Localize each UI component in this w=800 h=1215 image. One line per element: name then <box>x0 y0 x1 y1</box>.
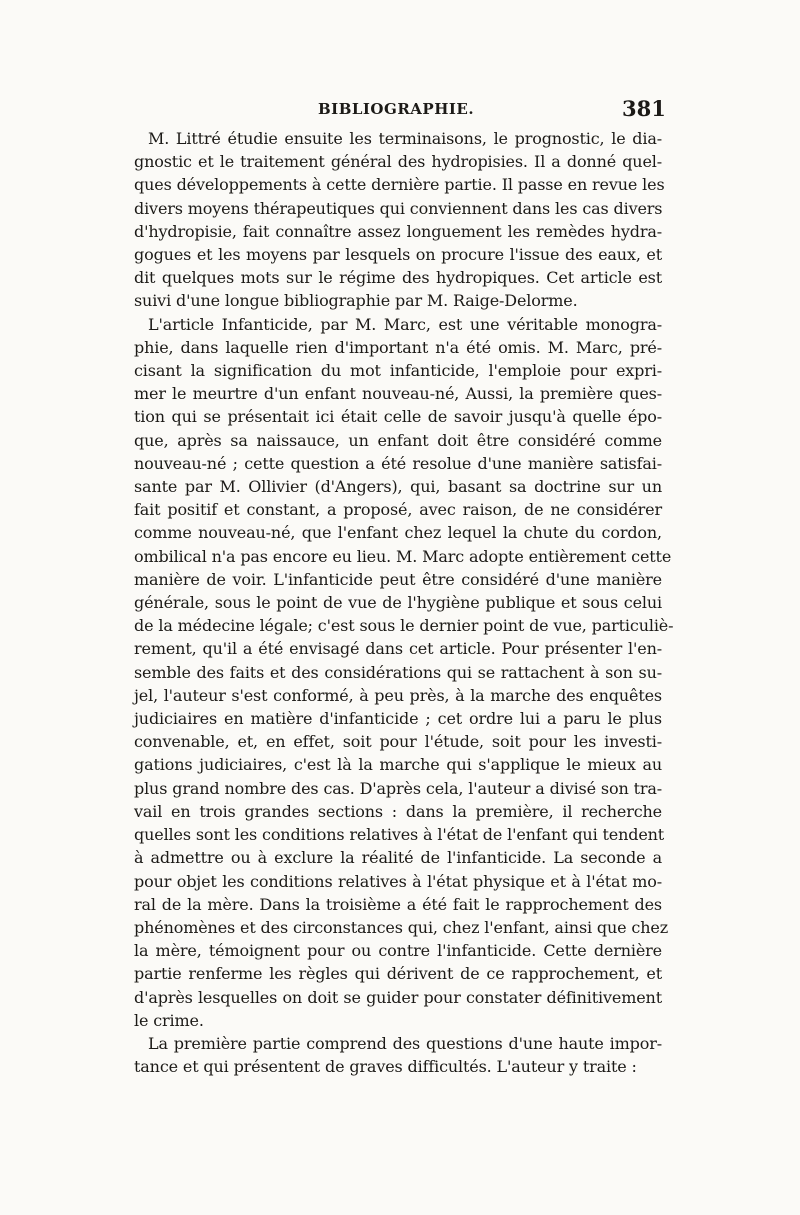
text-line: pour objet les conditions relatives à l'état physique et à l'état mo- <box>134 871 662 891</box>
text-line: nouveau-né ; cette question a été resolue d'une manière satisfai- <box>134 453 662 473</box>
text-line: à admettre ou à exclure la réalité de l'infanticide. La seconde a <box>134 848 662 868</box>
text-line: rement, qu'il a été envisagé dans cet article. Pour présenter l'en- <box>134 639 662 659</box>
text-line: cisant la signification du mot infanticide, l'emploie pour expri- <box>134 361 662 381</box>
text-line: vail en trois grandes sections : dans la première, il recherche <box>134 801 662 821</box>
text-line: semble des faits et des considérations qui se rattachent à son su- <box>134 662 662 682</box>
page-number: 381 <box>622 96 666 121</box>
text-line: d'hydropisie, fait connaître assez longuement les remèdes hydra- <box>134 221 662 241</box>
text-line: d'après lesquelles on doit se guider pour constater définitivement <box>134 987 662 1007</box>
text-line: partie renferme les règles qui dérivent de ce rapprochement, et <box>134 964 662 984</box>
text-line: divers moyens thérapeutiques qui conviennent dans les cas divers <box>134 198 663 218</box>
text-line: sante par M. Ollivier (d'Angers), qui, basant sa doctrine sur un <box>134 477 662 497</box>
text-line: générale, sous le point de vue de l'hygiène publique et sous celui <box>134 593 662 613</box>
text-line: comme nouveau-né, que l'enfant chez lequel la chute du cordon, <box>134 523 662 543</box>
text-line: ombilical n'a pas encore eu lieu. M. Marc adopte entièrement cette <box>134 546 672 566</box>
text-line: la mère, témoignent pour ou contre l'infanticide. Cette dernière <box>134 941 662 961</box>
text-line: fait positif et constant, a proposé, avec raison, de ne considérer <box>134 500 662 520</box>
text-line: convenable, et, en effet, soit pour l'étude, soit pour les investi- <box>134 732 662 752</box>
text-line: le crime. <box>134 1010 204 1030</box>
text-line: de la médecine légale; c'est sous le dernier point de vue, particuliè- <box>134 616 674 636</box>
text-line: phénomènes et des circonstances qui, chez l'enfant, ainsi que chez <box>134 917 668 937</box>
text-line: La première partie comprend des questions d'une haute impor- <box>148 1033 662 1053</box>
text-line: M. Littré étudie ensuite les terminaisons, le prognostic, le dia- <box>148 129 662 148</box>
text-line: tance et qui présentent de graves difficultés. L'auteur y traite : <box>134 1057 637 1077</box>
text-line: mer le meurtre d'un enfant nouveau-né, Aussi, la première ques- <box>134 384 662 404</box>
body-text <box>134 127 674 1078</box>
text-line: gations judiciaires, c'est là la marche qui s'applique le mieux au <box>134 755 662 775</box>
text-line: gogues et les moyens par lesquels on procure l'issue des eaux, et <box>134 245 662 265</box>
text-line: L'article Infanticide, par M. Marc, est une véritable monogra- <box>148 314 662 334</box>
text-line: plus grand nombre des cas. D'après cela, l'auteur a divisé son tra- <box>134 778 662 798</box>
text-line: manière de voir. L'infanticide peut être considéré d'une manière <box>134 569 662 589</box>
text-line: tion qui se présentait ici était celle de savoir jusqu'à quelle épo- <box>134 407 662 427</box>
text-line: phie, dans laquelle rien d'important n'a été omis. M. Marc, pré- <box>134 337 662 357</box>
text-line: ques développements à cette dernière partie. Il passe en revue les <box>134 175 665 195</box>
text-line: quelles sont les conditions relatives à l'état de l'enfant qui tendent <box>134 825 665 845</box>
text-line: dit quelques mots sur le régime des hydropiques. Cet article est <box>134 268 662 288</box>
running-title: BIBLIOGRAPHIE. <box>318 100 475 118</box>
text-line: judiciaires en matière d'infanticide ; cet ordre lui a paru le plus <box>134 709 662 729</box>
text-line: jel, l'auteur s'est conformé, à peu près, à la marche des enquêtes <box>134 685 662 705</box>
text-line: gnostic et le traitement général des hydropisies. Il a donné quel- <box>134 152 662 172</box>
text-line: ral de la mère. Dans la troisième a été fait le rapprochement des <box>134 894 662 914</box>
text-line: que, après sa naissauce, un enfant doit être considéré comme <box>134 430 662 450</box>
text-line: suivi d'une longue bibliographie par M. Raige-Delorme. <box>134 291 578 311</box>
